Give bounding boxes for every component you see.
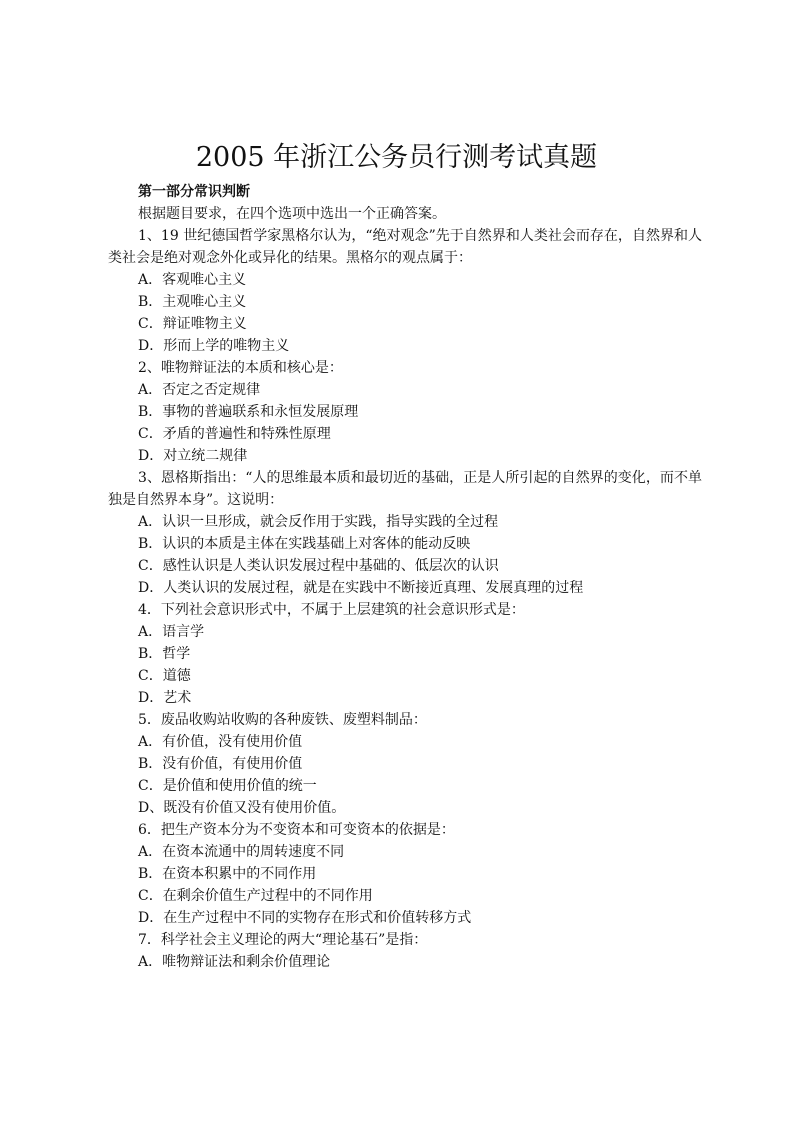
answer-option: A．认识一旦形成，就会反作用于实践，指导实践的全过程	[138, 514, 499, 530]
question-4	[108, 599, 702, 709]
answer-option: D．在生产过程中不同的实物存在形式和价值转移方式	[138, 910, 472, 926]
answer-option: D．形而上学的唯物主义	[138, 338, 290, 354]
answer-option: D．艺术	[138, 690, 192, 706]
answer-option: B．没有价值，有使用价值	[138, 756, 303, 772]
answer-option: C．矛盾的普遍性和特殊性原理	[138, 426, 331, 442]
answer-option: B．哲学	[138, 646, 191, 662]
question-stem: 6．把生产资本分为不变资本和可变资本的依据是：	[138, 822, 455, 838]
question-stem: 5．废品收购站收购的各种废铁、废塑料制品：	[138, 712, 427, 728]
answer-option: C．是价值和使用价值的统一	[138, 778, 317, 794]
answer-option: A．客观唯心主义	[138, 272, 247, 288]
question-7	[108, 929, 702, 973]
section-heading: 第一部分常识判断	[138, 184, 250, 200]
answer-option: B．在资本积累中的不同作用	[138, 866, 317, 882]
answer-option: A．在资本流通中的周转速度不同	[138, 844, 345, 860]
question-1	[108, 225, 702, 357]
question-6	[108, 819, 702, 929]
answer-option: A．否定之否定规律	[138, 382, 261, 398]
document-body	[108, 181, 702, 973]
question-stem: 2、唯物辩证法的本质和核心是：	[138, 360, 343, 376]
answer-option: C．在剩余价值生产过程中的不同作用	[138, 888, 373, 904]
answer-option: C．感性认识是人类认识发展过程中基础的、低层次的认识	[138, 558, 499, 574]
answer-option: D．人类认识的发展过程，就是在实践中不断接近真理、发展真理的过程	[138, 580, 584, 596]
question-stem: 1、19 世纪德国哲学家黑格尔认为，“绝对观念”先于自然界和人类社会而存在，自然界和人类社会是绝对观念外化或异化的结果。黑格尔的观点属于：	[108, 228, 702, 266]
answer-option: C．道德	[138, 668, 191, 684]
question-2	[108, 357, 702, 467]
answer-option: A．语言学	[138, 624, 205, 640]
question-5	[108, 709, 702, 819]
answer-option: D．对立统二规律	[138, 448, 248, 464]
question-3	[108, 467, 702, 599]
question-stem: 3、恩格斯指出：“人的思维最本质和最切近的基础，正是人所引起的自然界的变化，而不单独是自然界本身”。这说明：	[108, 470, 702, 508]
question-stem: 4．下列社会意识形式中，不属于上层建筑的社会意识形式是：	[138, 602, 525, 618]
answer-option: B．主观唯心主义	[138, 294, 247, 310]
answer-option: B．事物的普遍联系和永恒发展原理	[138, 404, 359, 420]
document-title: 2005 年浙江公务员行测考试真题	[195, 142, 598, 173]
answer-option: D、既没有价值又没有使用价值。	[138, 800, 346, 816]
answer-option: C．辩证唯物主义	[138, 316, 247, 332]
instruction-text: 根据题目要求，在四个选项中选出一个正确答案。	[138, 206, 446, 222]
answer-option: A．有价值，没有使用价值	[138, 734, 303, 750]
answer-option: A．唯物辩证法和剩余价值理论	[138, 954, 331, 970]
question-stem: 7．科学社会主义理论的两大“理论基石”是指：	[138, 932, 428, 948]
answer-option: B．认识的本质是主体在实践基础上对客体的能动反映	[138, 536, 471, 552]
